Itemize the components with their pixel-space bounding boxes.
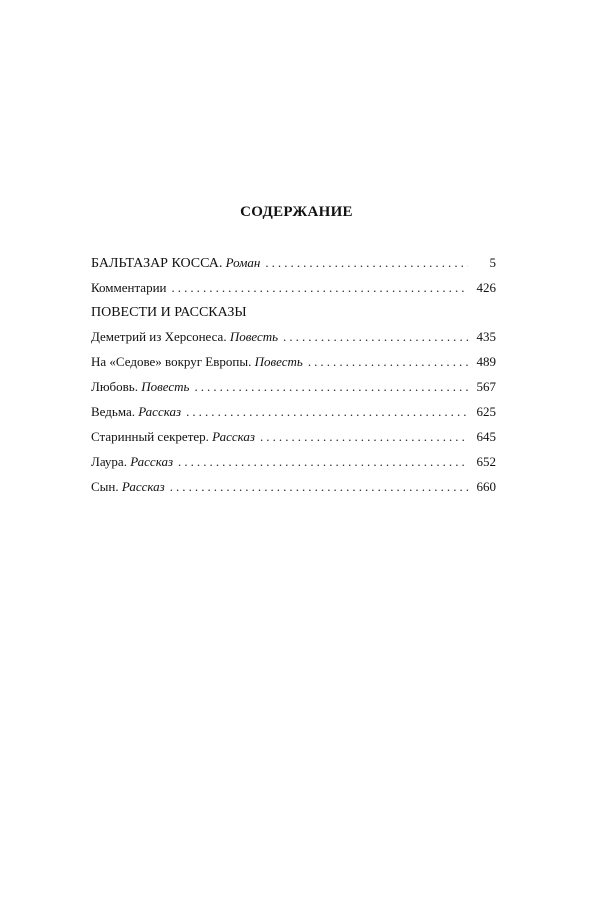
toc-page-number: 645 [476, 429, 496, 444]
toc-page-number: 426 [476, 280, 496, 295]
toc-entry-genre: Рассказ [212, 429, 255, 444]
toc-section-title: ПОВЕСТИ И РАССКАЗЫ [91, 305, 247, 320]
toc-heading: СОДЕРЖАНИЕ [240, 204, 353, 220]
dot-leader [171, 279, 468, 297]
toc-page-number: 660 [476, 479, 496, 494]
toc-entry[interactable] [91, 254, 496, 272]
toc-entry-genre: Рассказ [121, 479, 165, 494]
toc-entry-genre: Повесть [254, 354, 303, 369]
toc-entry-title: Лаура. [91, 454, 127, 469]
toc-entry-genre: Рассказ [130, 454, 174, 469]
toc-entry-genre: Повесть [229, 329, 279, 344]
toc-entry-title: Ведьма. [91, 404, 135, 419]
dot-leader [170, 478, 468, 496]
dot-leader [260, 428, 468, 446]
toc-entry-title: БАЛЬТАЗАР КОССА. [91, 256, 223, 271]
toc-entry-title: Старинный секретер. [91, 429, 209, 444]
dot-leader [308, 353, 468, 371]
toc-entry[interactable] [91, 378, 496, 396]
dot-leader [283, 328, 468, 346]
toc-entry[interactable] [91, 428, 496, 446]
toc-entry[interactable] [91, 478, 496, 496]
toc-entry[interactable] [91, 403, 496, 421]
toc-entry-genre: Роман [225, 255, 261, 270]
dot-leader [186, 403, 468, 421]
dot-leader [194, 378, 468, 396]
toc-page-number: 625 [476, 404, 496, 419]
toc-entry-title: Сын. [91, 479, 119, 494]
toc-page-number: 652 [476, 454, 496, 469]
dot-leader [178, 453, 468, 471]
toc-section [91, 304, 496, 496]
dot-leader [265, 254, 468, 272]
toc-entry[interactable] [91, 328, 496, 346]
toc-entry-title: На «Седове» вокруг Европы. [91, 354, 252, 369]
toc-page-number: 435 [476, 329, 496, 344]
toc-entry[interactable] [91, 453, 496, 471]
toc-entry-title: Деметрий из Херсонеса. [91, 329, 227, 344]
toc-page-number: 5 [489, 255, 496, 270]
toc-section [91, 254, 496, 297]
toc-entry[interactable] [91, 353, 496, 371]
toc-entry-genre: Рассказ [138, 404, 182, 419]
toc-entry-genre: Повесть [141, 379, 190, 394]
toc-entry[interactable] [91, 279, 496, 297]
toc-entry-title: Комментарии [91, 280, 167, 295]
toc-page-number: 489 [476, 354, 496, 369]
toc-entry-title: Любовь. [91, 379, 138, 394]
toc-page-number: 567 [476, 379, 496, 394]
table-of-contents [91, 254, 496, 503]
